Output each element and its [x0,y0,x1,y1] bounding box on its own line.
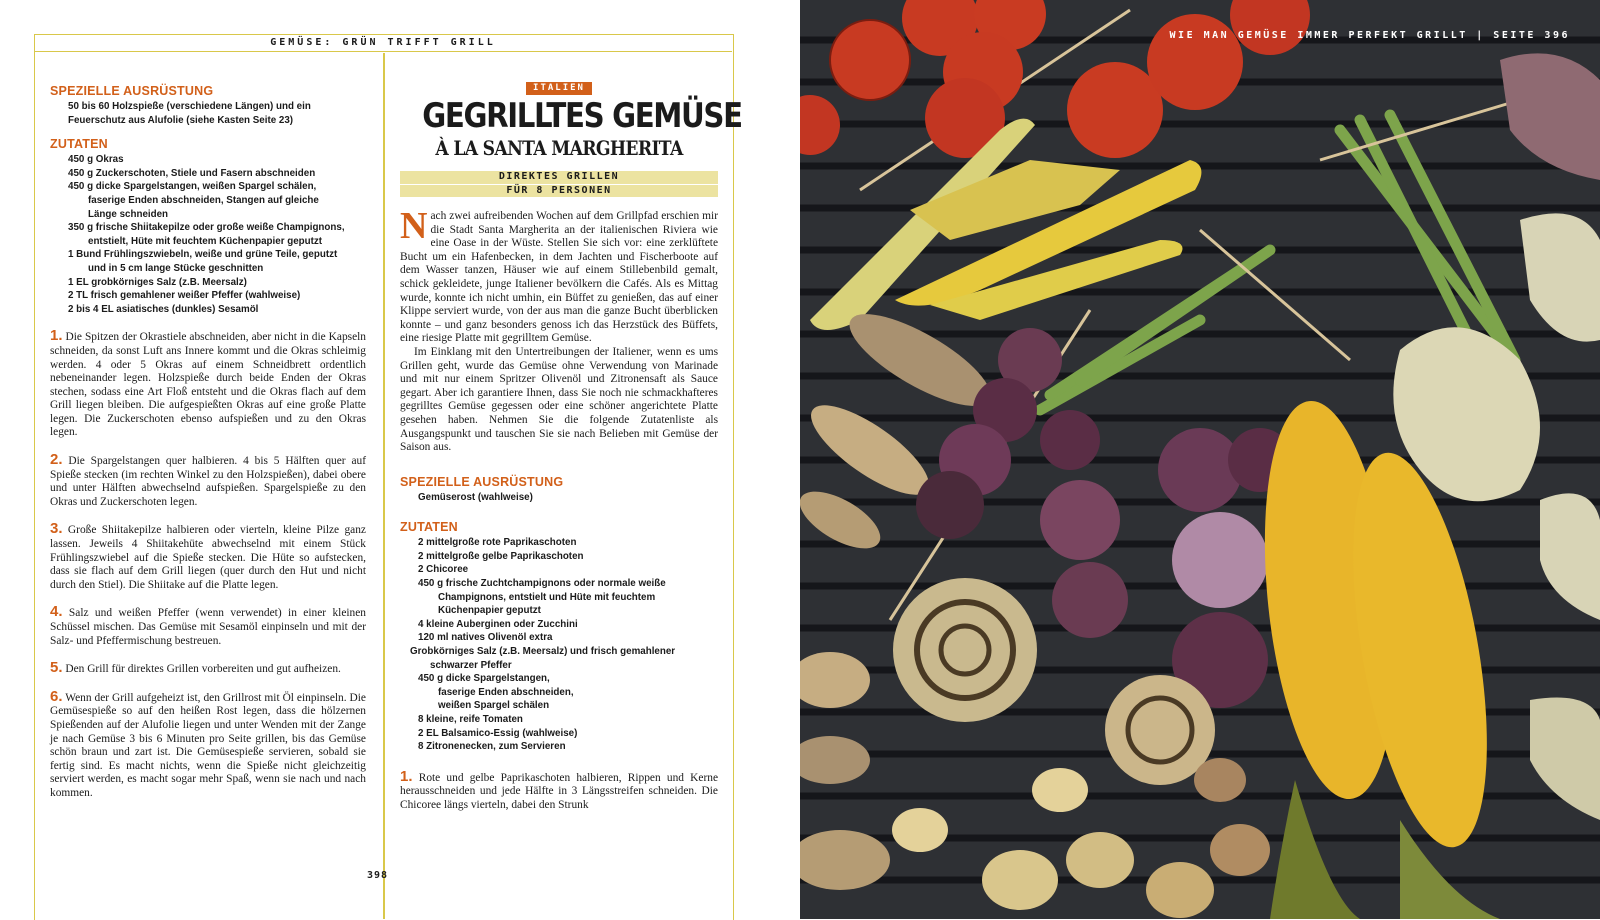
ingredients-heading: ZUTATEN [400,520,458,535]
list-item: Grobkörniges Salz (z.B. Meersalz) und frisch gemahlener schwarzer Pfeffer [410,646,676,671]
ingredient-list [400,536,718,754]
equipment-list [400,491,718,505]
page-number: 398 [367,870,389,881]
list-item: Gemüserost (wahlweise) [418,491,533,503]
ingredients-heading: ZUTATEN [50,137,108,152]
step: 1. Rote und gelbe Paprikaschoten halbieren, Rippen und Kerne herausschneiden und jede Hälfte in 3 Längsstreifen schneiden. Die Chicoree längs vierteln, dabei den Strunk [400,767,718,811]
step: 5. Den Grill für direktes Grillen vorbereiten und gut aufheizen. [50,659,341,677]
step: 3. Große Shiitakepilze halbieren oder vierteln, kleine Pilze ganz lassen. Jeweils 4 Shiitakehüte abwechselnd mit einem Stück Frühlingszwiebel auf die Spieße stecken. Die Hüte so aufstecken, dass sie flach auf dem Grill liegen (quer durch den Hut und nicht durch den Stiel). Die Shiitake auf die Platte legen. [50,520,366,591]
list-item: 1 Bund Frühlingszwiebeln, weiße und grüne Teile, geputzt und in 5 cm lange Stücke geschnitten [68,249,338,274]
intro-paragraph: Nach zwei aufreibenden Wochen auf dem Grillpfad erschien mir die Stadt Santa Margherita an der italienischen Riviera wie eine Oase in der Wüste. Stellen Sie sich vor: eine zerklüftete Bucht um ein Hafenbecken, in dem Jachten und Fischerboote auf dem Wasser tanzen, Häuser wie auf einem Stillebenbild gemalt, schick gekleidete, junge Italiener bevölkern die Cafés. Als es Mittag wurde, konnte ich nicht umhin, ein Büffet zu genießen, das auf einer Klippe serviert wurde, von der aus man die ganze Bucht überblicken konnte – und ganz besonders genoss ich das Herzstück des Büffets, eine riesige Platte mit gegrilltem Gemüse. [400,205,718,345]
equipment-heading: SPEZIELLE AUSRÜSTUNG [50,84,214,98]
list-item: 8 kleine, reife Tomaten [418,714,523,725]
recipe-column [400,82,742,813]
list-item: 2 mittelgroße gelbe Paprikaschoten [418,550,584,562]
list-item: 1 EL grobkörniges Salz (z.B. Meersalz) [68,276,247,288]
list-item: 450 g frische Zuchtchampignons oder normale weiße Champignons, entstielt und Hüte mit feuchtem Küchenpapier geputzt [418,578,666,617]
left-column [50,84,366,801]
step: 6. Wenn der Grill aufgeheizt ist, den Grillrost mit Öl einpinseln. Die Gemüsespieße so auf den heißen Rost legen, dass die hölzernen Spießenden auf der Alufolie liegen und unter Wenden mit der Zange je nach Gemüse 3 bis 6 Minuten pro Seite grillen, bis das Gemüse schön braun und zart ist. Die Gemüsespieße servieren, sobald sie fertig sind. Es macht nichts, wenn die Spieße nicht gleichzeitig serviert werden, es macht sogar mehr Spaß, wenn sie nach und nach kommen. [50,687,366,799]
list-item: 8 Zitronenecken, zum Servieren [418,741,566,753]
intro-paragraph: Im Einklang mit den Untertreibungen der Italiener, wenn es ums Grillen geht, wurde das Gemüse ohne Verwendung von Marinade und mit nur einem Spritzer Olivenöl und Zitronensaft als Sauce gegart. Aber ich garantiere Ihnen, dass Sie noch nie schmackhafteres gegrilltes Gemüse gegessen oder eine schöner angerichtete Platte gesehen haben. Nehmen Sie die folgende Zutatenliste als Ausgangspunkt und tauschen Sie sie nach Belieben mit Gemüse der Saison aus. [400,345,718,454]
grilled-vegetables-photo-icon [800,0,1600,919]
recipe-title: GEGRILLTES GEMÜSE [422,96,742,136]
method-band [400,171,718,197]
step: 2. Die Spargelstangen quer halbieren. 4 bis 5 Hälften quer auf Spieße stecken (im rechten Winkel zu den Holzspießen), dabei obere und unter Hälften abwechselnd aufspießen. Spargelspieße zu den Okras und Zuckerschoten legen. [50,451,366,508]
photo-header: WIE MAN GEMÜSE IMMER PERFEKT GRILLT | SEITE 396 [1169,30,1570,41]
section-title: GEMÜSE: GRÜN TRIFFT GRILL [34,34,732,52]
left-page [0,0,800,919]
list-item: 450 g Okras [68,154,124,166]
list-item: 350 g frische Shiitakepilze oder große weiße Champignons, entstielt, Hüte mit feuchtem Küchenpapier geputzt [68,222,345,247]
list-item: 120 ml natives Olivenöl extra [418,632,553,644]
equipment-heading: SPEZIELLE AUSRÜSTUNG [400,474,564,489]
equipment-list [50,100,366,127]
drop-cap: N [400,205,428,247]
step: 1. Die Spitzen der Okrastiele abschneiden, aber nicht in die Kapseln schneiden, da sonst Luft ans Innere kommt und die Okras schleimig werden. 4 oder 5 Okras auf einem Schneidbrett ordentlich nebeneinander legen. Holzspieße durch beide Enden der Okras stechen, sodass eine Art Floß entsteht und die Okras flach auf dem Grill liegen bleiben. Die aufgespießten Okras auf eine große Platte legen. Die Zuckerschoten ebenso aufspießen und zu den Okras legen. [50,327,366,439]
recipe-subtitle: À LA SANTA MARGHERITA [435,136,683,160]
column-divider [383,53,385,919]
step: 4. Salz und weißen Pfeffer (wenn verwendet) in einer kleinen Schüssel mischen. Das Gemüse mit Sesamöl einpinseln und mit der Salz- und Pfeffermischung bestreuen. [50,603,366,647]
list-item: 450 g dicke Spargelstangen, weißen Spargel schälen, faserige Enden abschneiden, Stangen auf gleiche Länge schneiden [68,181,319,220]
list-item: 450 g Zuckerschoten, Stiele und Fasern abschneiden [68,167,316,179]
list-item: 2 bis 4 EL asiatisches (dunkles) Sesamöl [68,303,259,315]
servings-label: FÜR 8 PERSONEN [400,184,718,198]
origin-tag: ITALIEN [526,82,592,95]
ingredient-list [50,153,366,316]
list-item: 4 kleine Auberginen oder Zucchini [418,618,578,630]
list-item: 2 EL Balsamico-Essig (wahlweise) [418,727,578,739]
grilled-vegetables-photo [800,0,1600,919]
list-item: 2 TL frisch gemahlener weißer Pfeffer (wahlweise) [68,290,301,302]
list-item: 2 mittelgroße rote Paprikaschoten [418,537,577,549]
list-item: 450 g dicke Spargelstangen, faserige Enden abschneiden, weißen Spargel schälen [418,673,574,712]
method-label: DIREKTES GRILLEN [498,171,620,182]
list-item: 2 Chicoree [418,564,469,576]
list-item: 50 bis 60 Holzspieße (verschiedene Längen) und ein Feuerschutz aus Alufolie (siehe Kasten Seite 23) [68,101,311,126]
step-list [50,329,366,800]
